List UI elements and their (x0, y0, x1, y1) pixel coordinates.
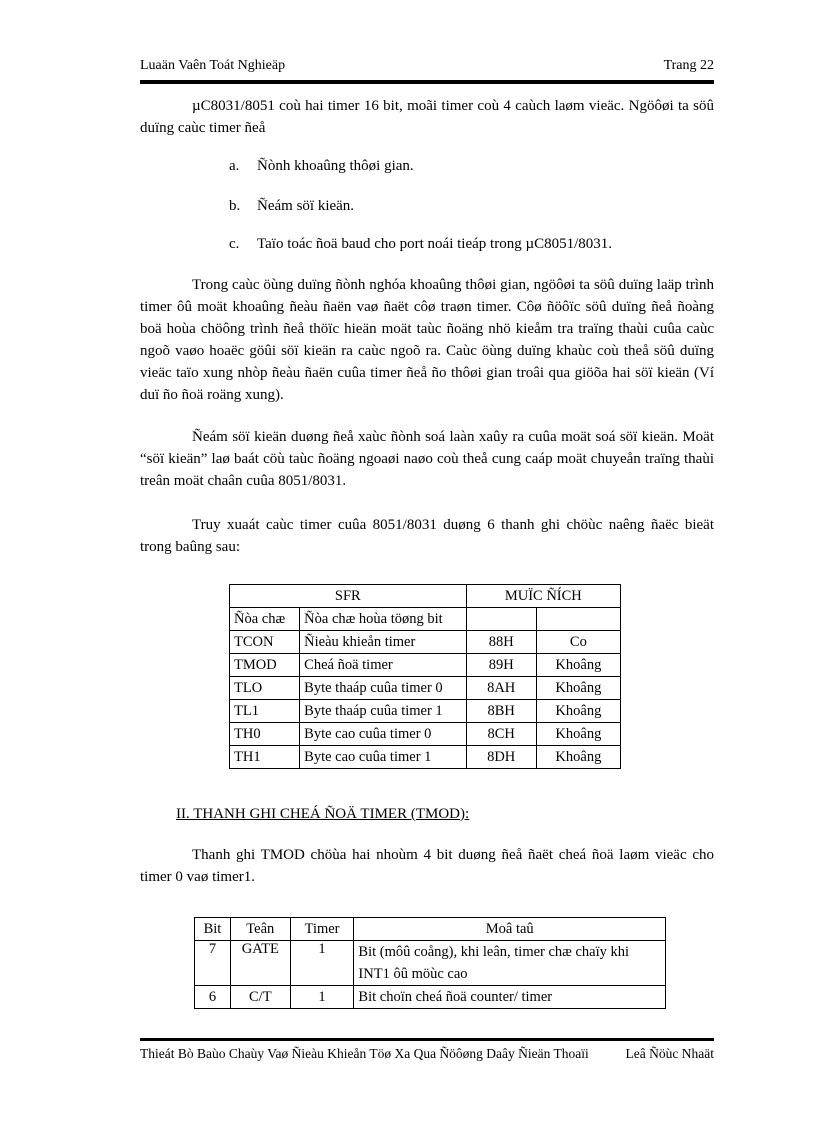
name-header: Teân (230, 918, 290, 941)
intro-paragraph: µC8031/8051 coù hai timer 16 bit, moãi timer coù 4 caùch laøm vieäc. Ngöôøi ta söû duïng caùc timer ñeå (140, 98, 714, 136)
list-item-a (229, 158, 414, 175)
table-row (230, 723, 621, 746)
reg-name: TH0 (230, 723, 300, 746)
sfr-header: SFR (230, 585, 467, 608)
reg-bit: Khoâng (536, 677, 620, 700)
reg-bit: Khoâng (536, 723, 620, 746)
name-cell (230, 986, 290, 1009)
reg-name: TMOD (230, 654, 300, 677)
timer-cell: 1 (290, 941, 354, 986)
bit-cell: 6 (195, 986, 231, 1009)
desc-line: Bit (môû coång), khi leân, timer chæ chaïy khi (358, 944, 630, 960)
timer-cell: 1 (290, 986, 354, 1009)
reg-name: TCON (230, 631, 300, 654)
bit-header: Bit (195, 918, 231, 941)
reg-name: TH1 (230, 746, 300, 769)
list-text: Ñònh khoaûng thôøi gian. (257, 158, 414, 174)
list-marker: a. (229, 158, 240, 174)
timer-header: Timer (290, 918, 354, 941)
tmod-paragraph: Thanh ghi TMOD chöùa hai nhoùm 4 bit duøng ñeå ñaët cheá ñoä laøm vieäc cho timer 0 vaø timer1. (140, 847, 714, 885)
header-title: Luaän Vaên Toát Nghieäp (140, 58, 286, 73)
reg-desc: Ñieàu khieån timer (300, 631, 466, 654)
reg-bit: Khoâng (536, 700, 620, 723)
reg-desc: Byte cao cuûa timer 0 (300, 723, 466, 746)
table-row (230, 654, 621, 677)
event-count-paragraph: Ñeám söï kieän duøng ñeå xaùc ñònh soá laàn xaûy ra cuûa moät soá söï kieän. Moät “söï kieän” laø baát cöù taùc ñoäng ngoaøi naøo coù theå cung caáp moät chuyeån traïng thaùi treân moät chaân cuûa 8051/8031. (140, 429, 714, 489)
bit-subheader: Ñòa chæ hoùa töøng bit (300, 608, 466, 631)
purpose-header: MUÏC ÑÍCH (466, 585, 620, 608)
footer-title: Thieát Bò Baùo Chaùy Vaø Ñieàu Khieån Töø Xa Qua Ñöôøng Daây Ñieän Thoaïi (140, 1046, 589, 1061)
name-cell: GATE (230, 941, 290, 986)
reg-desc: Byte thaáp cuûa timer 0 (300, 677, 466, 700)
list-text: Ñeám söï kieän. (257, 198, 355, 214)
table-row (230, 746, 621, 769)
reg-name: TLO (230, 677, 300, 700)
desc-cell: Bit choïn cheá ñoä counter/ timer (354, 986, 666, 1009)
reg-addr: 8CH (466, 723, 536, 746)
reg-desc: Byte cao cuûa timer 1 (300, 746, 466, 769)
desc-line: INT1 ôû möùc cao (358, 966, 468, 982)
table-row (230, 631, 621, 654)
list-text: Taïo toác ñoä baud cho port noái tieáp trong µC8051/8031. (257, 236, 613, 252)
table-subheader-row (230, 608, 621, 631)
footer-author: Leâ Ñöùc Nhaät (625, 1046, 714, 1061)
timing-paragraph: Trong caùc öùng duïng ñònh nghóa khoaûng thôøi gian, ngöôøi ta söû duïng laäp trình timer ôû moät khoaûng ñeàu ñaën vaø ñaët côø traøn timer. Côø ñöôïc söû duïng ñeå ñoàng boä hoùa chöông trình ñeå thöïc hieän moät taùc ñoäng nhö kieåm tra traïng thaùi cuûa caùc ngoõ vaøo hoaëc göûi söï kieän ra caùc ngoõ ra. Caùc öùng duïng khaùc coù theå söû duïng vieäc taïo xung nhòp ñeàu ñaën cuûa timer ñeå ño thôøi gian troâi qua giöõa hai söï kieän (Ví duï ño ñoä roäng xung). (140, 277, 714, 403)
reg-addr: 8BH (466, 700, 536, 723)
reg-addr: 89H (466, 654, 536, 677)
tmod-table (194, 917, 666, 1009)
reg-addr: 8DH (466, 746, 536, 769)
ct-label: C/T (249, 988, 272, 1005)
table-header-row (230, 585, 621, 608)
reg-addr: 88H (466, 631, 536, 654)
footer-rule (140, 1038, 714, 1041)
desc-cell (354, 941, 666, 986)
page-number: Trang 22 (663, 58, 714, 73)
reg-bit: Co (536, 631, 620, 654)
reg-bit: Khoâng (536, 654, 620, 677)
reg-addr: 8AH (466, 677, 536, 700)
page-header (140, 58, 714, 78)
table-row (230, 677, 621, 700)
header-rule (140, 80, 714, 84)
reg-desc: Byte thaáp cuûa timer 1 (300, 700, 466, 723)
section-heading: II. THANH GHI CHEÁ ÑOÄ TIMER (TMOD): (176, 806, 470, 822)
access-paragraph: Truy xuaát caùc timer cuûa 8051/8031 duøng 6 thanh ghi chöùc naêng ñaëc bieät trong baûng sau: (140, 517, 714, 555)
desc-header: Moâ taû (354, 918, 666, 941)
table-header-row (195, 918, 666, 941)
table-row (195, 986, 666, 1009)
list-marker: c. (229, 236, 240, 252)
table-row (195, 941, 666, 986)
reg-bit: Khoâng (536, 746, 620, 769)
list-item-c (229, 236, 612, 253)
list-item-b (229, 198, 354, 215)
table-row (230, 700, 621, 723)
list-marker: b. (229, 198, 241, 214)
symbol-subheader: Ñòa chæ (230, 608, 300, 631)
bit-cell: 7 (195, 941, 231, 986)
reg-name: TL1 (230, 700, 300, 723)
reg-desc: Cheá ñoä timer (300, 654, 466, 677)
sfr-table (229, 584, 621, 769)
